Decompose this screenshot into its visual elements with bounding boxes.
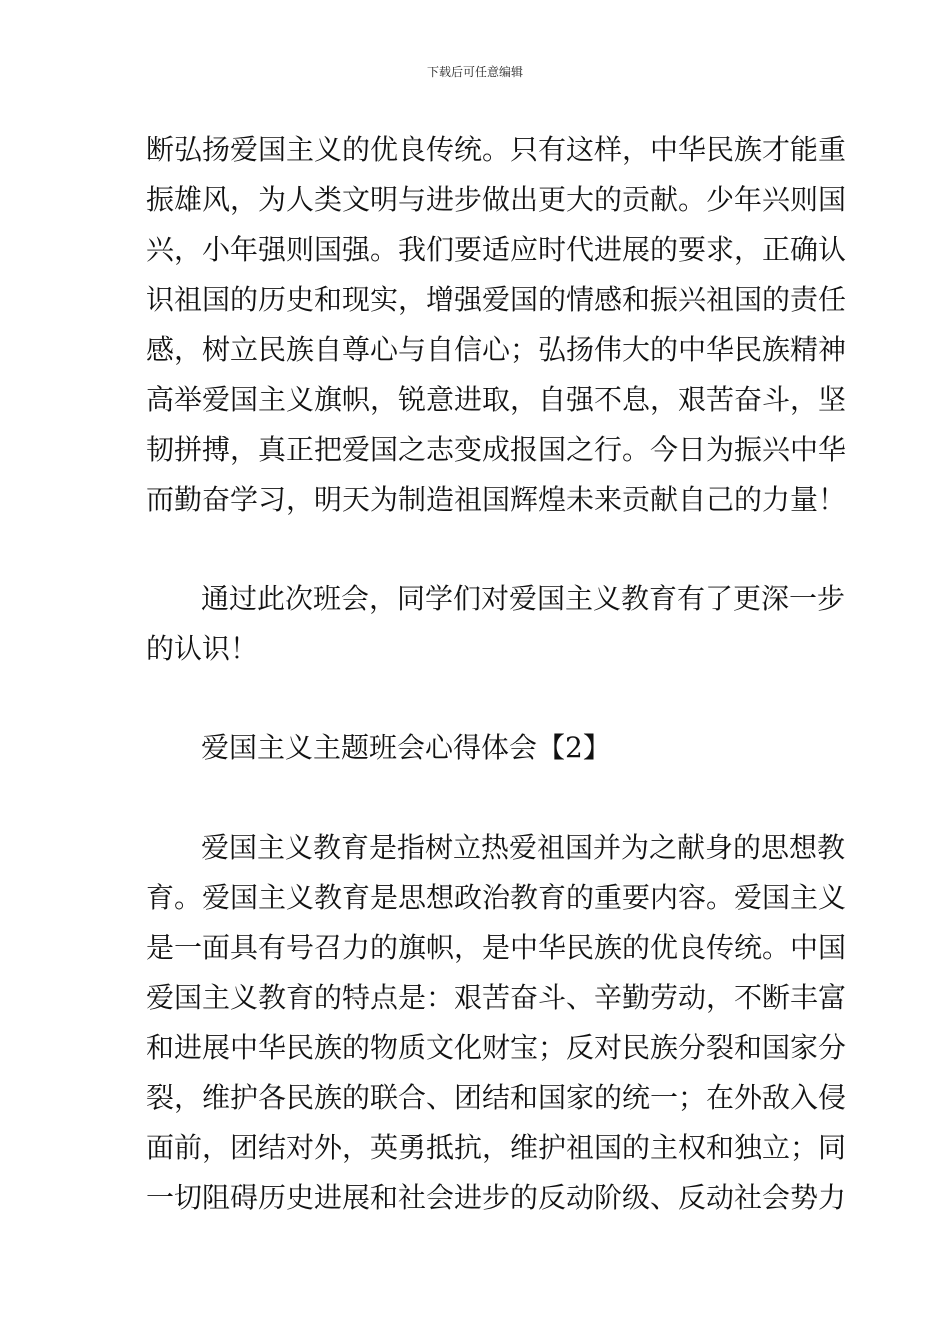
- text-line: 爱国主义教育的特点是：艰苦奋斗、辛勤劳动，不断丰富: [146, 981, 847, 1014]
- text-line: 裂，维护各民族的联合、团结和国家的统一；在外敌入侵: [146, 1081, 847, 1114]
- text-line: 振雄风，为人类文明与进步做出更大的贡献。少年兴则国: [146, 183, 847, 216]
- text-line: 一切阻碍历史进展和社会进步的反动阶级、反动社会势力: [146, 1181, 847, 1214]
- section-heading: 爱国主义主题班会心得体会【2】: [201, 731, 611, 764]
- text-line: 兴，小年强则国强。我们要适应时代进展的要求，正确认: [146, 233, 847, 266]
- text-line: 育。爱国主义教育是思想政治教育的重要内容。爱国主义: [146, 881, 847, 914]
- text-line: 断弘扬爱国主义的优良传统。只有这样，中华民族才能重: [146, 133, 847, 166]
- text-line: 而勤奋学习，明天为制造祖国辉煌未来贡献自己的力量！: [146, 483, 847, 516]
- text-line: 通过此次班会，同学们对爱国主义教育有了更深一步: [201, 582, 846, 615]
- text-line: 感，树立民族自尊心与自信心；弘扬伟大的中华民族精神: [146, 333, 847, 366]
- text-line: 是一面具有号召力的旗帜，是中华民族的优良传统。中国: [146, 931, 847, 964]
- text-line: 和进展中华民族的物质文化财宝；反对民族分裂和国家分: [146, 1031, 847, 1064]
- text-line: 识祖国的历史和现实，增强爱国的情感和振兴祖国的责任: [146, 283, 847, 316]
- text-line: 面前，团结对外，英勇抵抗，维护祖国的主权和独立；同: [146, 1131, 847, 1164]
- text-line: 的认识！: [146, 632, 259, 665]
- text-line: 爱国主义教育是指树立热爱祖国并为之献身的思想教: [201, 831, 846, 864]
- text-line: 高举爱国主义旗帜，锐意进取，自强不息，艰苦奋斗，坚: [146, 383, 847, 416]
- page-header: 下载后可任意编辑: [426, 65, 523, 79]
- text-line: 韧拼搏，真正把爱国之志变成报国之行。今日为振兴中华: [146, 433, 847, 466]
